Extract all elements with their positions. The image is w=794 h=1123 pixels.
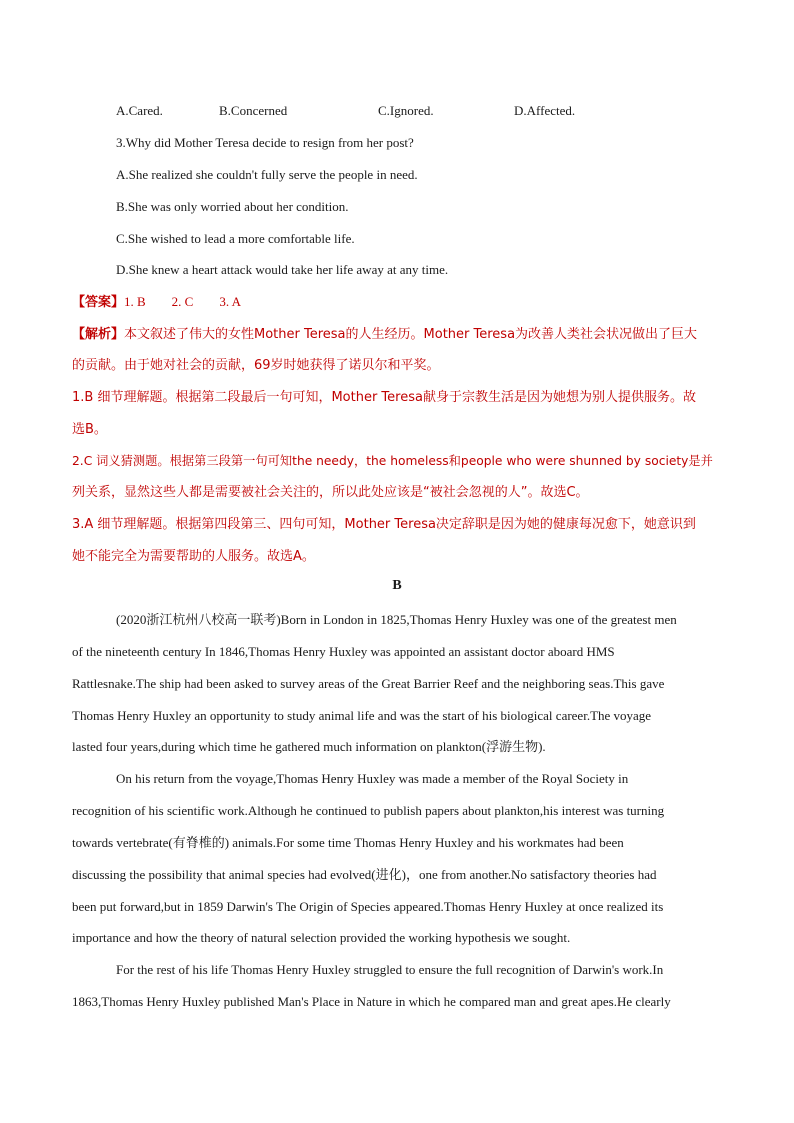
passage-line-13: 1863,Thomas Henry Huxley published Man's Place in Nature in which he compared man and great apes.He clearly — [72, 994, 671, 1009]
analysis-text-1: 本文叙述了伟大的女性Mother Teresa的人生经历。Mother Teresa为改善人类社会状况做出了巨大 — [124, 327, 698, 342]
analysis-text-4: 选B。 — [72, 422, 107, 437]
question-3-option-c: C.She wished to lead a more comfortable life. — [116, 231, 355, 246]
analysis-text-5: 2.C 词义猜测题。根据第三段第一句可知the needy，the homeless和people who were shunned by society是并 — [72, 454, 713, 468]
option-c: C.Ignored. — [378, 103, 434, 118]
analysis-line-1 — [72, 325, 697, 344]
answer-label: 【答案】 — [72, 295, 125, 310]
answer-line — [72, 293, 241, 312]
passage-line-11: importance and how the theory of natural selection provided the working hypothesis we sought. — [72, 930, 571, 945]
passage-line-4: Thomas Henry Huxley an opportunity to study animal life and was the start of his biological career.The voyage — [72, 708, 652, 723]
question-3-option-d: D.She knew a heart attack would take her life away at any time. — [116, 262, 449, 277]
passage-line-1: (2020浙江杭州八校高一联考)Born in London in 1825,Thomas Henry Huxley was one of the greatest men — [116, 612, 677, 627]
analysis-text-3: 1.B 细节理解题。根据第二段最后一句可知，Mother Teresa献身于宗教生活是因为她想为别人提供服务。故 — [72, 390, 696, 405]
passage-line-3: Rattlesnake.The ship had been asked to survey areas of the Great Barrier Reef and the neighboring seas.This gave — [72, 676, 665, 691]
option-d: D.Affected. — [514, 103, 576, 118]
passage-line-5: lasted four years,during which time he gathered much information on plankton(浮游生物). — [72, 739, 546, 754]
passage-line-10: been put forward,but in 1859 Darwin's The Origin of Species appeared.Thomas Henry Huxley at once realized its — [72, 899, 664, 914]
question-3-option-a: A.She realized she couldn't fully serve the people in need. — [116, 167, 418, 182]
section-title: B — [392, 578, 402, 593]
passage-line-9: discussing the possibility that animal species had evolved(进化)，one from another.No satisfactory theories had — [72, 867, 657, 882]
analysis-text-2: 的贡献。由于她对社会的贡献，69岁时她获得了诺贝尔和平奖。 — [72, 358, 440, 373]
analysis-label: 【解析】 — [72, 327, 125, 342]
option-a: A.Cared. — [116, 103, 163, 118]
answer-text: 1. B 2. C 3. A — [124, 294, 242, 309]
passage-line-8: towards vertebrate(有脊椎的) animals.For some time Thomas Henry Huxley and his workmates had been — [72, 835, 624, 850]
passage-line-2: of the nineteenth century In 1846,Thomas Henry Huxley was appointed an assistant doctor aboard HMS — [72, 644, 615, 659]
question-3: 3.Why did Mother Teresa decide to resign from her post? — [116, 135, 414, 150]
question-3-option-b: B.She was only worried about her condition. — [116, 199, 349, 214]
passage-line-12: For the rest of his life Thomas Henry Huxley struggled to ensure the full recognition of Darwin's work.In — [116, 962, 664, 977]
option-b: B.Concerned — [219, 103, 288, 118]
passage-line-6: On his return from the voyage,Thomas Henry Huxley was made a member of the Royal Society in — [116, 771, 629, 786]
passage-line-7: recognition of his scientific work.Although he continued to publish papers about plankton,his interest was turning — [72, 803, 665, 818]
analysis-text-6: 列关系，显然这些人都是需要被社会关注的，所以此处应该是“被社会忽视的人”。故选C。 — [72, 485, 589, 500]
analysis-text-7: 3.A 细节理解题。根据第四段第三、四句可知，Mother Teresa决定辞职是因为她的健康每况愈下，她意识到 — [72, 517, 696, 532]
analysis-text-8: 她不能完全为需要帮助的人服务。故选A。 — [72, 549, 315, 564]
